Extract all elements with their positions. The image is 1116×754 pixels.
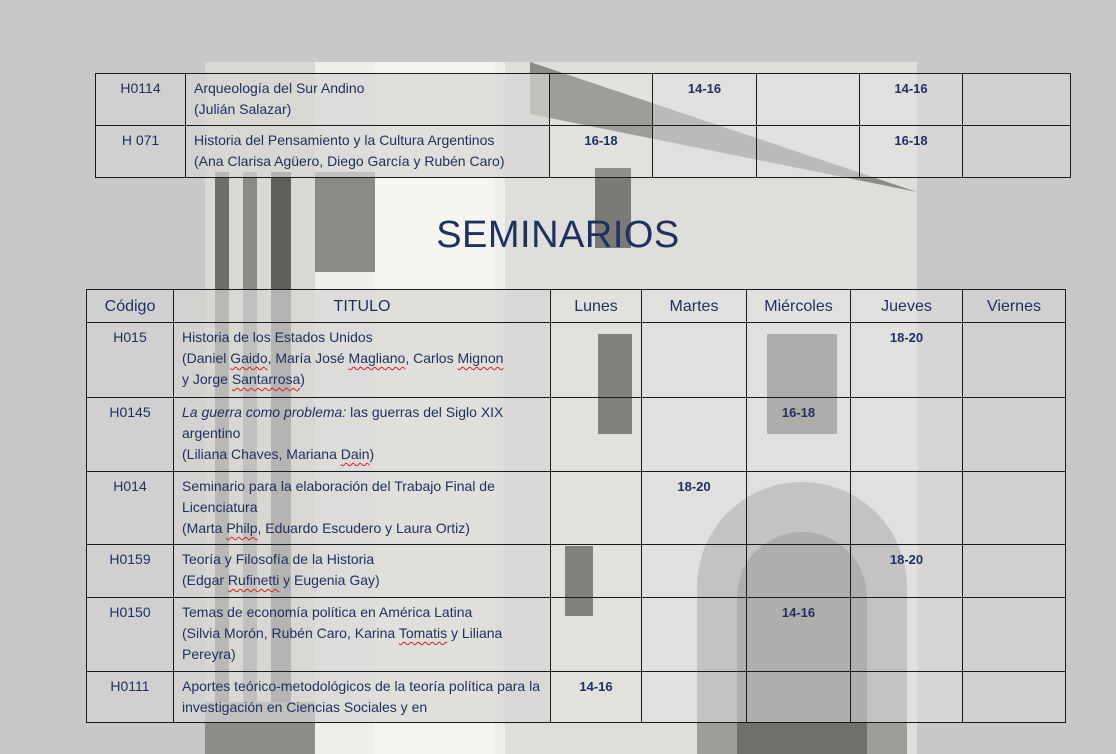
- course-code: H0111: [87, 672, 174, 723]
- slot-miercoles: [747, 323, 851, 398]
- header-codigo: Código: [87, 290, 174, 323]
- slot-martes: [653, 126, 757, 178]
- table-row: [87, 472, 1066, 545]
- slot-martes: 14-16: [653, 74, 757, 126]
- slot-jueves: [851, 672, 963, 723]
- course-title: Historia de los Estados Unidos (Daniel Gaido, María José Magliano, Carlos Mignon y Jorge Santarrosa): [174, 323, 551, 398]
- seminarios-table: [86, 289, 1066, 723]
- slot-miercoles: 16-18: [747, 398, 851, 472]
- slot-miercoles: [747, 545, 851, 598]
- course-title: Aportes teórico-metodológicos de la teoría política para la investigación en Ciencias Sociales y en: [174, 672, 551, 723]
- slot-lunes: [551, 545, 642, 598]
- slot-lunes: [551, 472, 642, 545]
- slot-viernes: [963, 545, 1066, 598]
- slot-jueves: 18-20: [851, 545, 963, 598]
- slot-miercoles: 14-16: [747, 598, 851, 672]
- slot-jueves: 18-20: [851, 323, 963, 398]
- table-row: [87, 323, 1066, 398]
- slot-miercoles: [757, 74, 860, 126]
- table-row: [87, 545, 1066, 598]
- slot-jueves: [851, 598, 963, 672]
- table-row: [96, 126, 1071, 178]
- slot-miercoles: [747, 672, 851, 723]
- section-title: SEMINARIOS: [436, 214, 680, 256]
- slot-martes: [642, 598, 747, 672]
- course-title: Arqueología del Sur Andino (Julián Salazar): [186, 74, 550, 126]
- slot-jueves: 16-18: [860, 126, 963, 178]
- course-code: H0150: [87, 598, 174, 672]
- top-schedule-table: [95, 73, 1071, 178]
- slot-martes: [642, 672, 747, 723]
- slot-miercoles: [757, 126, 860, 178]
- header-miercoles: Miércoles: [747, 290, 851, 323]
- table-row: [96, 74, 1071, 126]
- slot-martes: 18-20: [642, 472, 747, 545]
- course-title: Historia del Pensamiento y la Cultura Argentinos (Ana Clarisa Agüero, Diego García y Rubén Caro): [186, 126, 550, 178]
- slot-lunes: [551, 323, 642, 398]
- slot-viernes: [963, 598, 1066, 672]
- course-code: H014: [87, 472, 174, 545]
- slot-martes: [642, 545, 747, 598]
- slot-lunes: 14-16: [551, 672, 642, 723]
- slot-lunes: [551, 398, 642, 472]
- course-code: H015: [87, 323, 174, 398]
- header-lunes: Lunes: [551, 290, 642, 323]
- slot-lunes: [550, 74, 653, 126]
- slot-viernes: [963, 672, 1066, 723]
- slot-martes: [642, 398, 747, 472]
- slot-lunes: 16-18: [550, 126, 653, 178]
- slot-viernes: [963, 323, 1066, 398]
- header-viernes: Viernes: [963, 290, 1066, 323]
- course-title: La guerra como problema: las guerras del Siglo XIX argentino (Liliana Chaves, Mariana Dain): [174, 398, 551, 472]
- slot-jueves: [851, 398, 963, 472]
- course-code: H 071: [96, 126, 186, 178]
- header-jueves: Jueves: [851, 290, 963, 323]
- slot-viernes: [963, 472, 1066, 545]
- slot-viernes: [963, 74, 1071, 126]
- slot-viernes: [963, 126, 1071, 178]
- slot-lunes: [551, 598, 642, 672]
- header-titulo: TITULO: [174, 290, 551, 323]
- header-row: [87, 290, 1066, 323]
- slot-jueves: 14-16: [860, 74, 963, 126]
- slot-viernes: [963, 398, 1066, 472]
- course-code: H0145: [87, 398, 174, 472]
- table-row: [87, 598, 1066, 672]
- table-row: [87, 672, 1066, 723]
- course-title: Teoría y Filosofía de la Historia (Edgar Rufinetti y Eugenia Gay): [174, 545, 551, 598]
- header-martes: Martes: [642, 290, 747, 323]
- course-code: H0114: [96, 74, 186, 126]
- course-code: H0159: [87, 545, 174, 598]
- course-title: Seminario para la elaboración del Trabajo Final de Licenciatura (Marta Philp, Eduardo Escudero y Laura Ortiz): [174, 472, 551, 545]
- course-title: Temas de economía política en América Latina (Silvia Morón, Rubén Caro, Karina Tomatis y Liliana Pereyra): [174, 598, 551, 672]
- slot-martes: [642, 323, 747, 398]
- table-row: [87, 398, 1066, 472]
- slot-miercoles: [747, 472, 851, 545]
- slot-jueves: [851, 472, 963, 545]
